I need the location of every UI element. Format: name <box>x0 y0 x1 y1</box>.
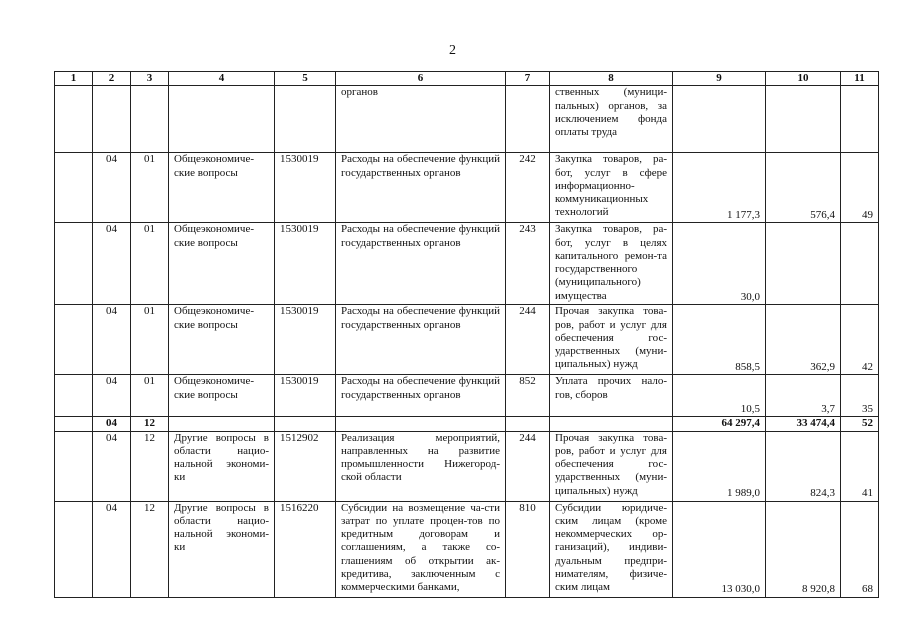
cell: 244 <box>506 305 550 375</box>
table-row <box>55 375 879 417</box>
subtotal-row <box>55 417 879 431</box>
cell: Закупка товаров, ра-бот, услуг в сфере информационно-коммуникационных технологий <box>550 153 673 223</box>
cell: 64 297,4 <box>673 417 766 431</box>
cell: 810 <box>506 501 550 597</box>
cell: 13 030,0 <box>673 501 766 597</box>
cell: 1530019 <box>275 375 336 417</box>
table-row <box>55 501 879 597</box>
cell: 49 <box>841 153 879 223</box>
cell <box>55 223 93 305</box>
table-row <box>55 223 879 305</box>
cell: 243 <box>506 223 550 305</box>
cell <box>550 417 673 431</box>
cell: Общеэкономиче-ские вопросы <box>169 153 275 223</box>
cell: 1 177,3 <box>673 153 766 223</box>
cell: Субсидии юридиче-ским лицам (кроме некоммерческих ор-ганизаций), индиви-дуальным предпри-нимателям, физиче-ским лицам <box>550 501 673 597</box>
cell <box>506 417 550 431</box>
cell: 04 <box>93 417 131 431</box>
col-header-8: 8 <box>550 72 673 86</box>
cell: Общеэкономиче-ские вопросы <box>169 375 275 417</box>
cell: 01 <box>131 223 169 305</box>
cell: 12 <box>131 431 169 501</box>
cell <box>55 375 93 417</box>
cell: Другие вопросы в области нацио-нальной экономи-ки <box>169 501 275 597</box>
cell: 1530019 <box>275 305 336 375</box>
cell: 01 <box>131 153 169 223</box>
col-header-5: 5 <box>275 72 336 86</box>
col-header-7: 7 <box>506 72 550 86</box>
cell <box>169 417 275 431</box>
cell: 242 <box>506 153 550 223</box>
cell: органов <box>336 86 506 153</box>
cell: 04 <box>93 375 131 417</box>
cell: 1530019 <box>275 153 336 223</box>
cell <box>55 305 93 375</box>
cell: 01 <box>131 305 169 375</box>
table-row <box>55 86 879 153</box>
cell <box>766 86 841 153</box>
cell: 8 920,8 <box>766 501 841 597</box>
table-row <box>55 431 879 501</box>
cell: 1 989,0 <box>673 431 766 501</box>
cell: 362,9 <box>766 305 841 375</box>
col-header-1: 1 <box>55 72 93 86</box>
cell <box>766 223 841 305</box>
page-number: 2 <box>449 43 456 58</box>
budget-table <box>54 71 879 598</box>
header-row <box>55 72 879 86</box>
cell: 3,7 <box>766 375 841 417</box>
cell <box>506 86 550 153</box>
cell: 04 <box>93 153 131 223</box>
table-row <box>55 153 879 223</box>
cell: 41 <box>841 431 879 501</box>
col-header-9: 9 <box>673 72 766 86</box>
cell: 52 <box>841 417 879 431</box>
cell: Расходы на обеспечение функций государственных органов <box>336 223 506 305</box>
cell: 35 <box>841 375 879 417</box>
cell: 12 <box>131 417 169 431</box>
cell: 824,3 <box>766 431 841 501</box>
cell: Расходы на обеспечение функций государственных органов <box>336 305 506 375</box>
cell: 42 <box>841 305 879 375</box>
cell: 1512902 <box>275 431 336 501</box>
cell: 33 474,4 <box>766 417 841 431</box>
cell: Реализация мероприятий, направленных на развитие промышленности Нижегород-ской области <box>336 431 506 501</box>
cell <box>55 501 93 597</box>
cell: ственных (муници-пальных) органов, за исключением фонда оплаты труда <box>550 86 673 153</box>
table-row <box>55 305 879 375</box>
cell <box>673 86 766 153</box>
cell <box>55 431 93 501</box>
cell: Расходы на обеспечение функций государственных органов <box>336 375 506 417</box>
cell: 852 <box>506 375 550 417</box>
cell <box>841 223 879 305</box>
cell: 01 <box>131 375 169 417</box>
cell: Прочая закупка това-ров, работ и услуг для обеспечения гос-ударственных (муни-ципальных) нужд <box>550 431 673 501</box>
col-header-4: 4 <box>169 72 275 86</box>
cell: 12 <box>131 501 169 597</box>
cell: 04 <box>93 431 131 501</box>
cell <box>169 86 275 153</box>
cell: 04 <box>93 223 131 305</box>
cell <box>275 417 336 431</box>
cell: 576,4 <box>766 153 841 223</box>
cell: 04 <box>93 305 131 375</box>
cell: 10,5 <box>673 375 766 417</box>
cell: Закупка товаров, ра-бот, услуг в целях капитального ремон-та государственного (муниципального) имущества <box>550 223 673 305</box>
col-header-2: 2 <box>93 72 131 86</box>
cell: Уплата прочих нало-гов, сборов <box>550 375 673 417</box>
cell: 1530019 <box>275 223 336 305</box>
cell: 1516220 <box>275 501 336 597</box>
cell: Общеэкономиче-ские вопросы <box>169 223 275 305</box>
cell: 68 <box>841 501 879 597</box>
col-header-6: 6 <box>336 72 506 86</box>
cell: 04 <box>93 501 131 597</box>
cell <box>336 417 506 431</box>
col-header-10: 10 <box>766 72 841 86</box>
cell: 858,5 <box>673 305 766 375</box>
cell <box>841 86 879 153</box>
cell <box>93 86 131 153</box>
col-header-3: 3 <box>131 72 169 86</box>
cell: Другие вопросы в области нацио-нальной экономи-ки <box>169 431 275 501</box>
cell <box>55 86 93 153</box>
cell: 30,0 <box>673 223 766 305</box>
cell <box>131 86 169 153</box>
cell: Субсидии на возмещение ча-сти затрат по уплате процен-тов по кредитным договорам и соглашениям, а также со-глашениям об открытии ак-кредитива, заключенным с коммерческими банками, <box>336 501 506 597</box>
col-header-11: 11 <box>841 72 879 86</box>
cell: Расходы на обеспечение функций государственных органов <box>336 153 506 223</box>
cell <box>55 153 93 223</box>
cell: Прочая закупка това-ров, работ и услуг для обеспечения гос-ударственных (муни-ципальных) нужд <box>550 305 673 375</box>
cell: 244 <box>506 431 550 501</box>
cell: Общеэкономиче-ские вопросы <box>169 305 275 375</box>
cell <box>275 86 336 153</box>
cell <box>55 417 93 431</box>
